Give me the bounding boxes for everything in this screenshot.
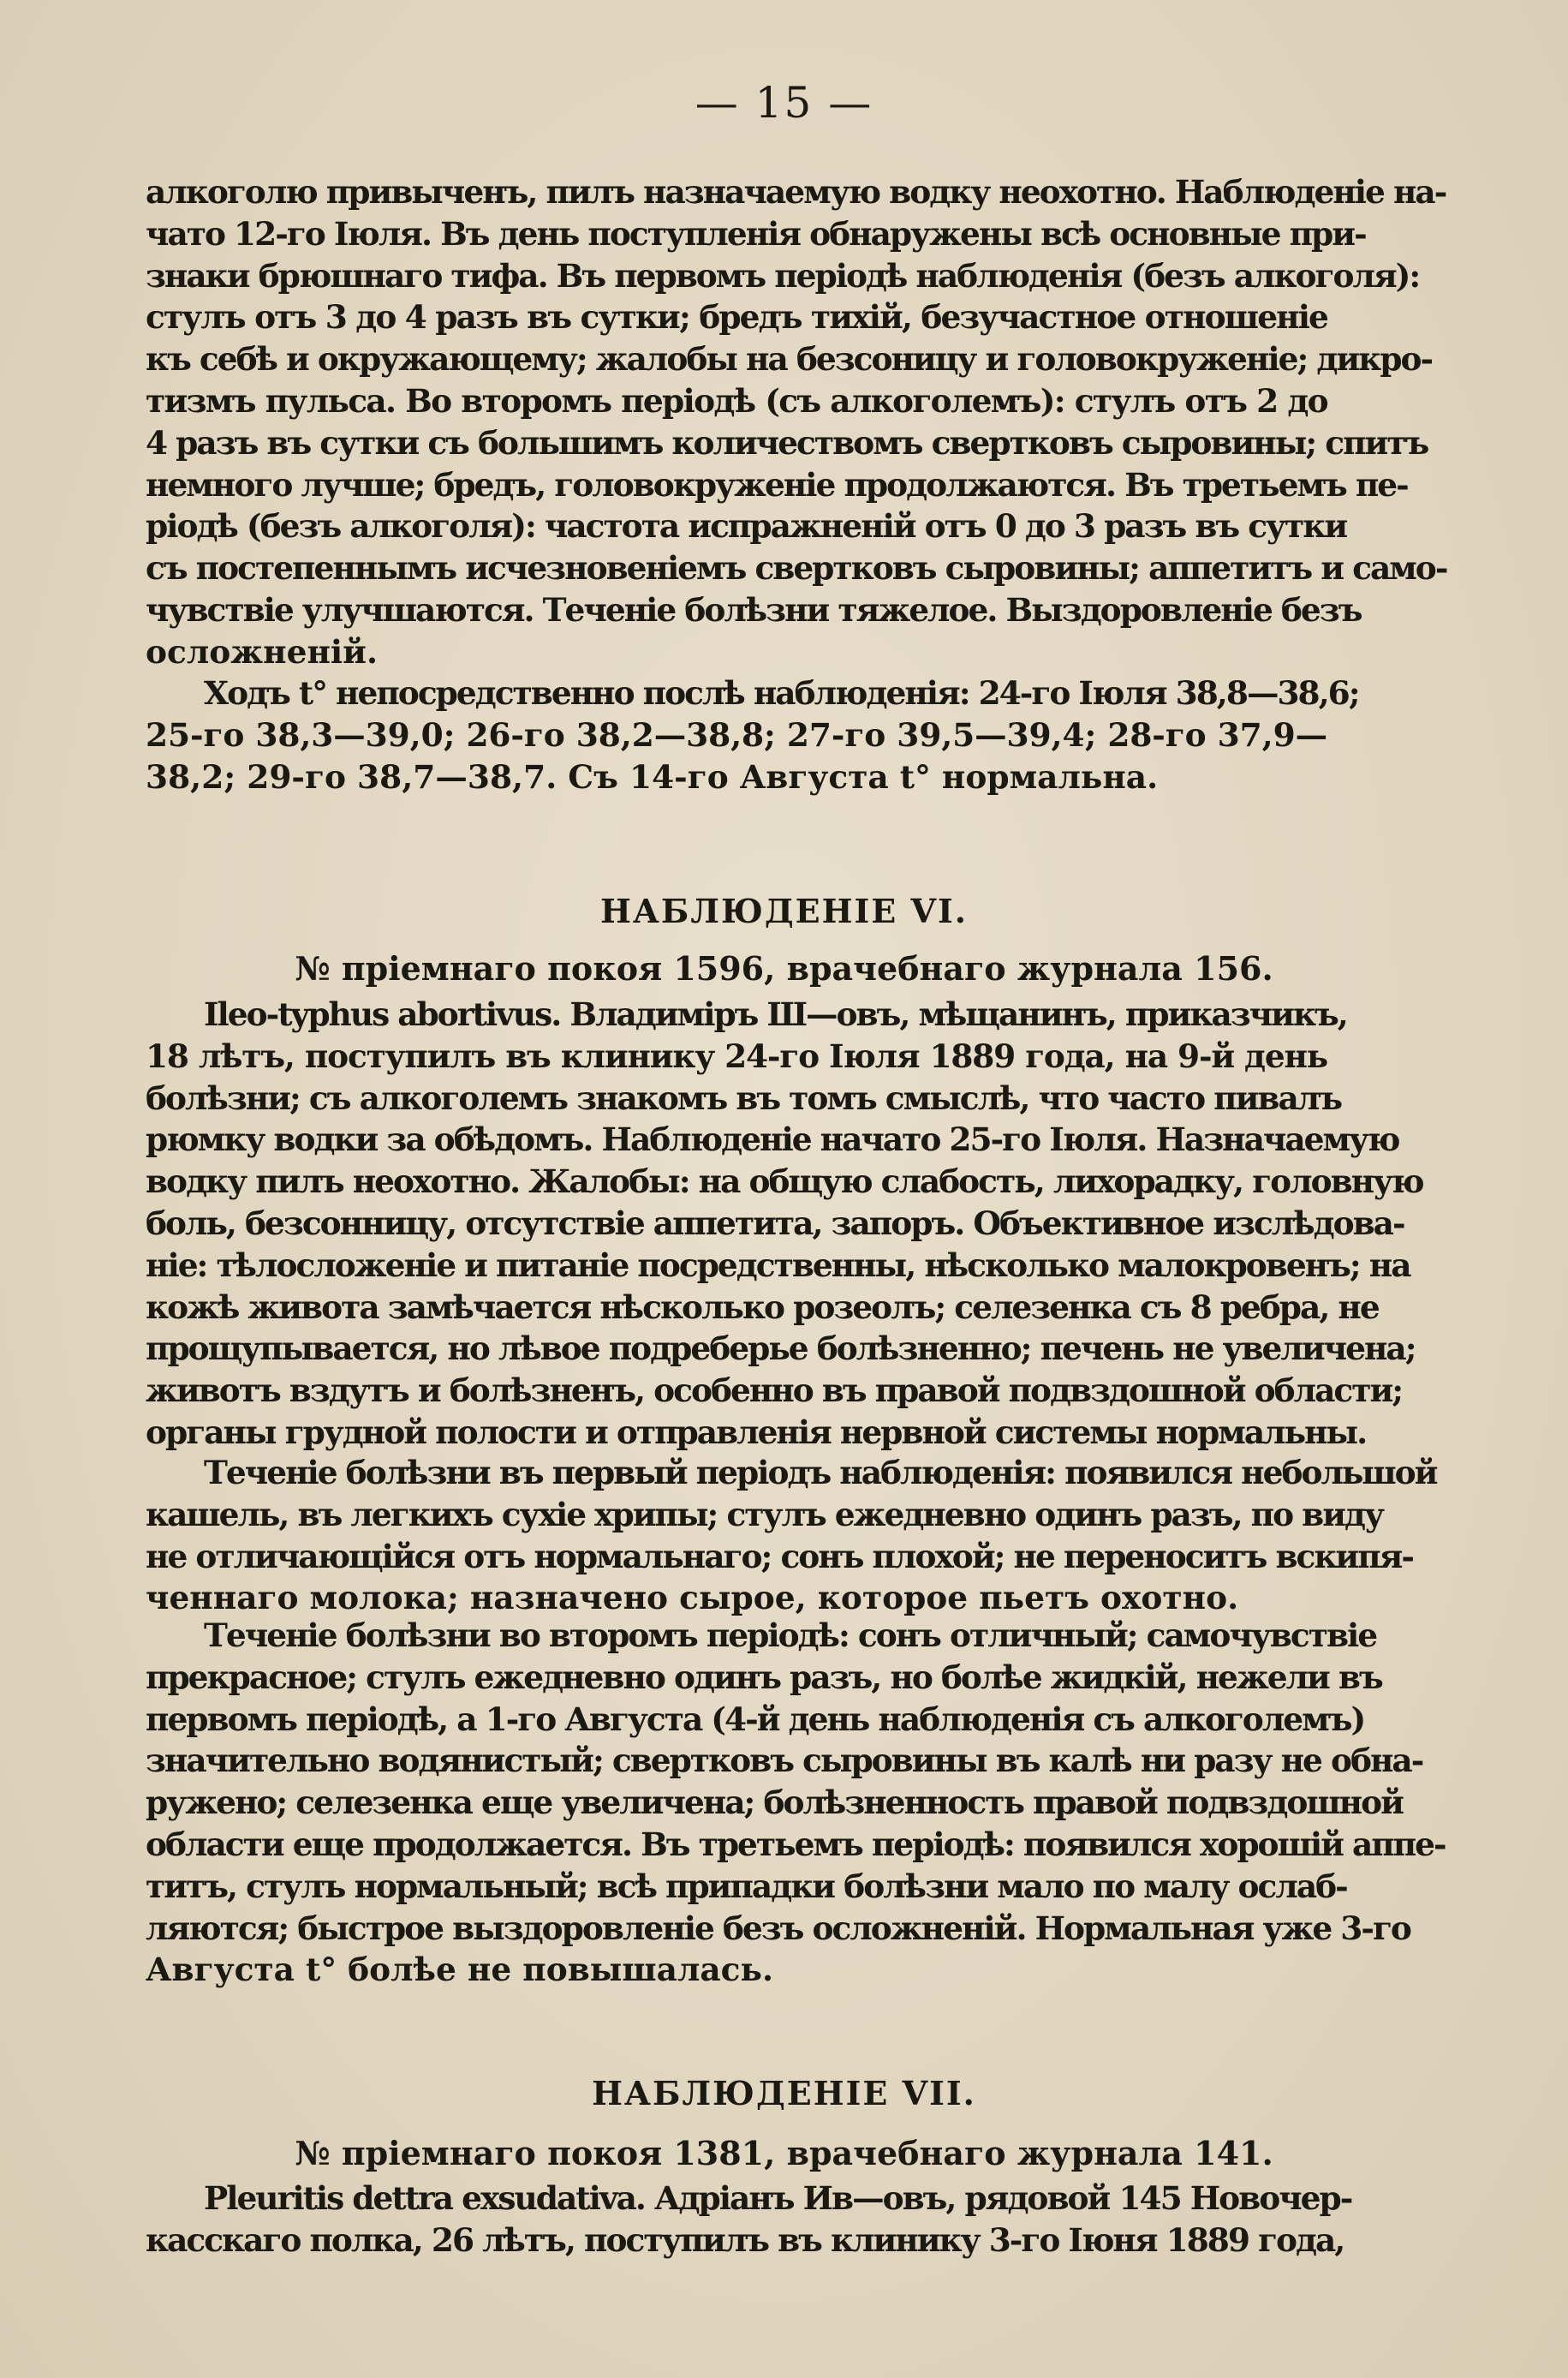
text-line: значительно водянистый; свертковъ сыровины въ калѣ ни разу не обна- [146, 1742, 1423, 1780]
observation-vi-heading: НАБЛЮДЕНІЕ VI. [600, 892, 968, 930]
text-line: немного лучше; бредъ, головокруженіе продолжаются. Въ третьемъ пе- [146, 465, 1408, 504]
text-line: боль, безсонницу, отсутствіе аппетита, запоръ. Объективное изслѣдова- [146, 1204, 1404, 1242]
text-line: ріодѣ (безъ алкоголя): частота испражненій отъ 0 до 3 разъ въ сутки [146, 507, 1347, 546]
text-line: не отличающійся отъ нормальнаго; сонъ плохой; не переноситъ вскипя- [146, 1537, 1413, 1575]
text-line: Pleuritis dettra exsudativa. Адріанъ Ив—овъ, рядовой 145 Новочер- [204, 2179, 1352, 2217]
text-line: 25-го 38,3—39,0; 26-го 38,2—38,8; 27-го 39,5—39,4; 28-го 37,9— [146, 715, 1327, 754]
text-line: осложненій. [146, 632, 379, 671]
text-line: органы грудной полости и отправленія нервной системы нормальны. [146, 1413, 1367, 1451]
text-line: Ходъ t° непосредственно послѣ наблюденія: 24-го Іюля 38,8—38,6; [204, 674, 1359, 712]
text-line: рюмку водки за обѣдомъ. Наблюденіе начато 25-го Іюля. Назначаемую [146, 1120, 1399, 1159]
text-line: водку пилъ неохотно. Жалобы: на общую слабость, лихорадку, головную [146, 1162, 1423, 1201]
text-line: Августа t° болѣе не повышалась. [146, 1951, 774, 1989]
text-line: стулъ отъ 3 до 4 разъ въ сутки; бредъ тихій, безучастное отношеніе [146, 298, 1327, 337]
text-line: 4 разъ въ сутки съ большимъ количествомъ свертковъ сыровины; спитъ [146, 423, 1428, 462]
observation-vi-period-2-3 [146, 1615, 1446, 1991]
text-line: тизмъ пульса. Во второмъ періодѣ (съ алкоголемъ): стулъ отъ 2 до [146, 381, 1327, 420]
text-line: Теченіе болѣзни во второмъ періодѣ: сонъ отличный; самочувствіе [204, 1616, 1377, 1654]
text-line: первомъ періодѣ, а 1-го Августа (4-й день наблюденія съ алкоголемъ) [146, 1700, 1365, 1738]
text-line: Теченіе болѣзни въ первый періодъ наблюденія: появился небольшой [204, 1454, 1437, 1491]
text-line: кожѣ живота замѣчается нѣсколько розеолъ; селезенка съ 8 ребра, не [146, 1288, 1379, 1326]
observation-vi-case [146, 994, 1423, 1454]
text-line: болѣзни; съ алкоголемъ знакомъ въ томъ смыслѣ, что часто пивалъ [146, 1078, 1341, 1117]
text-line: животъ вздутъ и болѣзненъ, особенно въ правой подвздошной области; [146, 1371, 1403, 1410]
page-number: — 15 — [695, 78, 873, 128]
text-line: алкоголю привыченъ, пилъ назначаемую водку неохотно. Наблюденіе на- [146, 173, 1446, 211]
observation-vi-period-1 [146, 1452, 1437, 1619]
text-line: касскаго полка, 26 лѣтъ, поступилъ въ клинику 3-го Іюня 1889 года, [146, 2220, 1344, 2259]
text-line: къ себѣ и окружающему; жалобы на безсоницу и головокруженіе; дикро- [146, 340, 1433, 379]
text-line: 18 лѣтъ, поступилъ въ клинику 24-го Іюля 1889 года, на 9-й день [146, 1037, 1327, 1075]
text-line: съ постепеннымъ исчезновеніемъ свертковъ сыровины; аппетитъ и само- [146, 549, 1447, 588]
text-line: ружено; селезенка еще увеличена; болѣзненность правой подвздошной [146, 1784, 1403, 1822]
text-line: кашель, въ легкихъ сухіе хрипы; стулъ ежедневно одинъ разъ, по виду [146, 1495, 1384, 1533]
observation-vi-subheading: № пріемнаго покоя 1596, врачебнаго журнала 156. [295, 949, 1273, 988]
temperature-course [146, 672, 1359, 798]
text-line: 38,2; 29-го 38,7—38,7. Съ 14-го Августа t° нормальна. [146, 757, 1159, 796]
text-line: прекрасное; стулъ ежедневно одинъ разъ, но болѣе жидкій, нежели въ [146, 1658, 1382, 1696]
text-line: ляются; быстрое выздоровленіе безъ осложненій. Нормальная уже 3-го [146, 1909, 1410, 1947]
observation-v-continuation [146, 171, 1447, 673]
text-line: Ileo-typhus abortivus. Владиміръ Ш—овъ, мѣщанинъ, приказчикъ, [204, 995, 1347, 1033]
text-line: ченнаго молока; назначено сырое, которое пьетъ охотно. [146, 1579, 1239, 1617]
observation-vii-heading: НАБЛЮДЕНІЕ VII. [592, 2074, 976, 2112]
observation-vii-subheading: № пріемнаго покоя 1381, врачебнаго журнала 141. [295, 2134, 1273, 2172]
text-line: титъ, стулъ нормальный; всѣ припадки болѣзни мало по малу ослаб- [146, 1867, 1347, 1905]
observation-vii-case [146, 2178, 1352, 2261]
text-line: прощупывается, но лѣвое подреберье болѣзненно; печень не увеличена; [146, 1329, 1416, 1368]
text-line: области еще продолжается. Въ третьемъ періодѣ: появился хорошій аппе- [146, 1825, 1446, 1863]
text-line: ніе: тѣлосложеніе и питаніе посредственны, нѣсколько малокровенъ; на [146, 1246, 1410, 1284]
text-line: чувствіе улучшаются. Теченіе болѣзни тяжелое. Выздоровленіе безъ [146, 590, 1362, 629]
text-line: чато 12-го Іюля. Въ день поступленія обнаружены всѣ основные при- [146, 214, 1366, 253]
text-line: знаки брюшнаго тифа. Въ первомъ періодѣ наблюденія (безъ алкоголя): [146, 256, 1420, 295]
